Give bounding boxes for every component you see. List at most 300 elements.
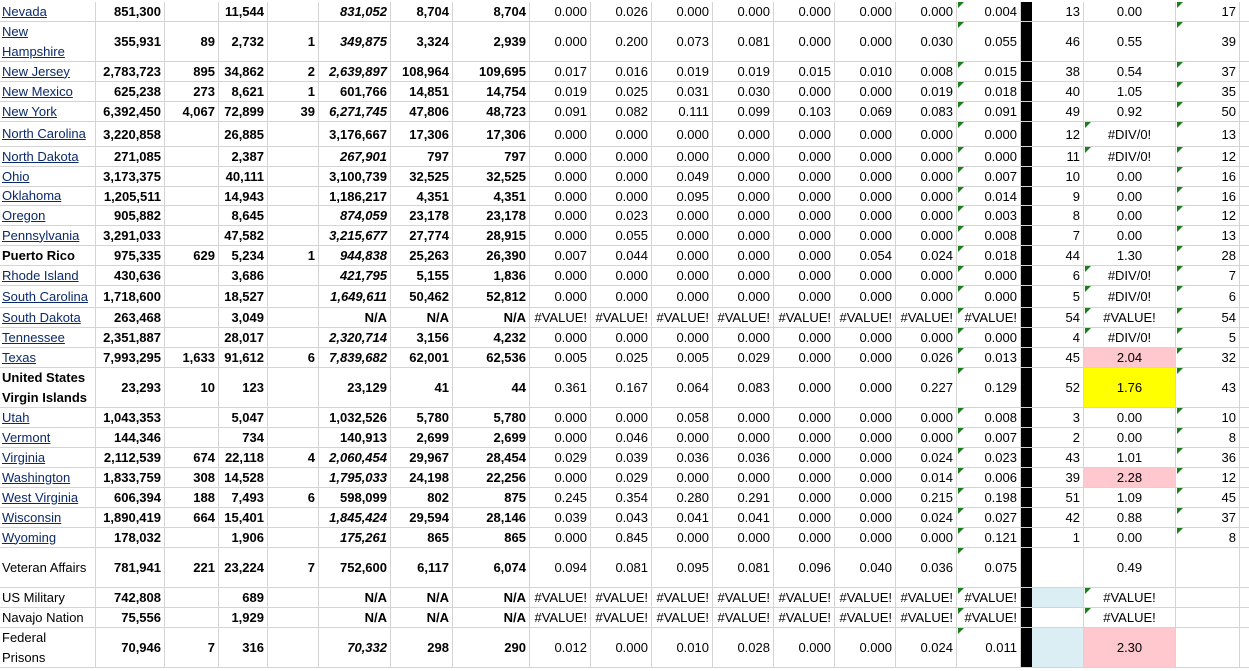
rank-cell[interactable]: 54 (1032, 308, 1084, 327)
ratio-col-1-cell[interactable]: 0.361 (530, 368, 591, 407)
row-name-link[interactable]: New Jersey (2, 63, 70, 79)
ratio-col-6-cell[interactable]: 0.000 (835, 468, 896, 487)
ratio-col-8-cell[interactable]: #VALUE! (957, 608, 1021, 627)
empty-cell[interactable] (1240, 328, 1249, 347)
last-cell[interactable]: 8 (1176, 428, 1240, 447)
row-name-cell[interactable] (0, 187, 96, 205)
col-f-cell[interactable]: 598,099 (319, 488, 391, 507)
col-c-cell[interactable] (165, 266, 219, 285)
ratio-col-2-cell[interactable]: 0.043 (591, 508, 652, 527)
col-g-cell[interactable]: 865 (391, 528, 453, 547)
ratio-col-2-cell[interactable]: 0.000 (591, 328, 652, 347)
col-h-cell[interactable]: 5,780 (453, 408, 530, 427)
row-name-cell[interactable] (0, 328, 96, 347)
col-h-cell[interactable]: 6,074 (453, 548, 530, 587)
ratio-col-2-cell[interactable]: 0.081 (591, 548, 652, 587)
ratio-col-5-cell[interactable]: 0.000 (774, 488, 835, 507)
col-h-cell[interactable]: 8,704 (453, 2, 530, 21)
col-g-cell[interactable]: 3,156 (391, 328, 453, 347)
ratio-col-4-cell[interactable]: 0.029 (713, 348, 774, 367)
col-g-cell[interactable]: 27,774 (391, 226, 453, 245)
row-name-link[interactable]: Ohio (2, 168, 30, 184)
ratio-col-3-cell[interactable]: 0.019 (652, 62, 713, 81)
rank-cell[interactable] (1032, 588, 1084, 607)
ratio-cell[interactable]: #VALUE! (1084, 588, 1176, 607)
population-cell[interactable]: 23,293 (96, 368, 165, 407)
last-cell[interactable] (1176, 548, 1240, 587)
empty-cell[interactable] (1240, 22, 1249, 61)
col-f-cell[interactable]: 601,766 (319, 82, 391, 101)
ratio-col-7-cell[interactable]: #VALUE! (896, 308, 957, 327)
rank-cell[interactable]: 39 (1032, 468, 1084, 487)
ratio-col-5-cell[interactable]: 0.000 (774, 528, 835, 547)
col-g-cell[interactable]: 108,964 (391, 62, 453, 81)
ratio-col-5-cell[interactable]: 0.000 (774, 266, 835, 285)
empty-cell[interactable] (1240, 266, 1249, 285)
ratio-col-8-cell[interactable]: 0.011 (957, 628, 1021, 667)
ratio-col-5-cell[interactable]: 0.000 (774, 348, 835, 367)
ratio-col-2-cell[interactable]: #VALUE! (591, 308, 652, 327)
ratio-col-2-cell[interactable]: 0.055 (591, 226, 652, 245)
col-g-cell[interactable]: 41 (391, 368, 453, 407)
col-h-cell[interactable]: 4,232 (453, 328, 530, 347)
row-name-cell[interactable] (0, 82, 96, 101)
col-d-cell[interactable]: 7,493 (219, 488, 268, 507)
ratio-col-4-cell[interactable]: 0.000 (713, 167, 774, 186)
row-name-cell[interactable] (0, 167, 96, 186)
col-e-cell[interactable] (268, 628, 319, 667)
rank-cell[interactable]: 12 (1032, 122, 1084, 146)
ratio-col-1-cell[interactable]: 0.000 (530, 266, 591, 285)
ratio-col-6-cell[interactable]: #VALUE! (835, 308, 896, 327)
ratio-col-5-cell[interactable]: 0.000 (774, 2, 835, 21)
ratio-col-2-cell[interactable]: 0.000 (591, 147, 652, 166)
last-cell[interactable]: 13 (1176, 122, 1240, 146)
col-c-cell[interactable]: 4,067 (165, 102, 219, 121)
col-e-cell[interactable] (268, 588, 319, 607)
empty-cell[interactable] (1240, 206, 1249, 225)
population-cell[interactable]: 75,556 (96, 608, 165, 627)
col-f-cell[interactable]: 349,875 (319, 22, 391, 61)
row-name-cell[interactable] (0, 368, 96, 407)
ratio-col-6-cell[interactable]: 0.000 (835, 206, 896, 225)
rank-cell[interactable]: 42 (1032, 508, 1084, 527)
ratio-col-4-cell[interactable]: #VALUE! (713, 588, 774, 607)
col-h-cell[interactable]: 48,723 (453, 102, 530, 121)
ratio-col-8-cell[interactable]: 0.003 (957, 206, 1021, 225)
ratio-col-4-cell[interactable]: 0.000 (713, 246, 774, 265)
ratio-col-3-cell[interactable]: 0.000 (652, 286, 713, 307)
ratio-col-8-cell[interactable]: 0.000 (957, 266, 1021, 285)
ratio-col-6-cell[interactable]: 0.000 (835, 122, 896, 146)
row-name-link[interactable]: Tennessee (2, 329, 65, 345)
ratio-col-8-cell[interactable]: 0.008 (957, 226, 1021, 245)
ratio-col-7-cell[interactable]: 0.014 (896, 468, 957, 487)
ratio-col-6-cell[interactable]: #VALUE! (835, 588, 896, 607)
col-g-cell[interactable]: 29,967 (391, 448, 453, 467)
ratio-col-8-cell[interactable]: 0.013 (957, 348, 1021, 367)
ratio-col-3-cell[interactable]: 0.058 (652, 408, 713, 427)
row-name-cell[interactable] (0, 102, 96, 121)
population-cell[interactable]: 975,335 (96, 246, 165, 265)
row-name-link[interactable]: South Dakota (2, 309, 81, 325)
col-d-cell[interactable]: 11,544 (219, 2, 268, 21)
row-name-link[interactable]: Nevada (2, 3, 47, 19)
rank-cell[interactable]: 7 (1032, 226, 1084, 245)
last-cell[interactable]: 45 (1176, 488, 1240, 507)
ratio-col-1-cell[interactable]: 0.000 (530, 206, 591, 225)
ratio-col-7-cell[interactable]: 0.000 (896, 266, 957, 285)
ratio-col-6-cell[interactable]: 0.000 (835, 628, 896, 667)
empty-cell[interactable] (1240, 122, 1249, 146)
row-name-cell[interactable] (0, 226, 96, 245)
rank-cell[interactable]: 44 (1032, 246, 1084, 265)
row-name-link[interactable]: Washington (2, 469, 71, 485)
ratio-col-2-cell[interactable]: 0.000 (591, 167, 652, 186)
col-d-cell[interactable]: 2,387 (219, 147, 268, 166)
col-g-cell[interactable]: 32,525 (391, 167, 453, 186)
ratio-col-7-cell[interactable]: 0.000 (896, 408, 957, 427)
empty-cell[interactable] (1240, 608, 1249, 627)
ratio-col-8-cell[interactable]: 0.006 (957, 468, 1021, 487)
col-h-cell[interactable]: 4,351 (453, 187, 530, 205)
ratio-col-1-cell[interactable]: #VALUE! (530, 608, 591, 627)
col-g-cell[interactable]: 29,594 (391, 508, 453, 527)
row-name-cell[interactable] (0, 348, 96, 367)
col-c-cell[interactable] (165, 167, 219, 186)
ratio-col-5-cell[interactable]: 0.000 (774, 226, 835, 245)
ratio-col-5-cell[interactable]: 0.000 (774, 368, 835, 407)
rank-cell[interactable]: 1 (1032, 528, 1084, 547)
ratio-col-4-cell[interactable]: 0.000 (713, 528, 774, 547)
col-f-cell[interactable]: 831,052 (319, 2, 391, 21)
ratio-col-8-cell[interactable]: 0.008 (957, 408, 1021, 427)
ratio-col-8-cell[interactable]: 0.023 (957, 448, 1021, 467)
ratio-col-5-cell[interactable]: 0.000 (774, 408, 835, 427)
population-cell[interactable]: 1,205,511 (96, 187, 165, 205)
last-cell[interactable]: 16 (1176, 167, 1240, 186)
col-e-cell[interactable]: 1 (268, 22, 319, 61)
ratio-col-7-cell[interactable]: 0.000 (896, 2, 957, 21)
col-c-cell[interactable]: 664 (165, 508, 219, 527)
col-f-cell[interactable]: 6,271,745 (319, 102, 391, 121)
ratio-col-6-cell[interactable]: 0.000 (835, 286, 896, 307)
ratio-cell[interactable]: 0.00 (1084, 428, 1176, 447)
last-cell[interactable] (1176, 608, 1240, 627)
ratio-col-2-cell[interactable]: #VALUE! (591, 608, 652, 627)
ratio-col-3-cell[interactable]: 0.064 (652, 368, 713, 407)
col-e-cell[interactable] (268, 286, 319, 307)
col-h-cell[interactable]: 17,306 (453, 122, 530, 146)
empty-cell[interactable] (1240, 348, 1249, 367)
row-name-link[interactable]: North Carolina (2, 126, 86, 141)
ratio-col-3-cell[interactable]: #VALUE! (652, 608, 713, 627)
col-e-cell[interactable]: 4 (268, 448, 319, 467)
ratio-col-5-cell[interactable]: 0.000 (774, 82, 835, 101)
ratio-col-8-cell[interactable]: 0.121 (957, 528, 1021, 547)
ratio-col-1-cell[interactable]: 0.012 (530, 628, 591, 667)
col-e-cell[interactable] (268, 528, 319, 547)
ratio-col-7-cell[interactable]: 0.008 (896, 62, 957, 81)
ratio-col-7-cell[interactable]: 0.024 (896, 448, 957, 467)
ratio-col-8-cell[interactable]: 0.007 (957, 428, 1021, 447)
row-name-link[interactable]: Vermont (2, 429, 51, 445)
ratio-col-8-cell[interactable]: 0.055 (957, 22, 1021, 61)
ratio-col-2-cell[interactable]: 0.354 (591, 488, 652, 507)
col-d-cell[interactable]: 734 (219, 428, 268, 447)
col-f-cell[interactable]: 7,839,682 (319, 348, 391, 367)
ratio-col-3-cell[interactable]: 0.000 (652, 226, 713, 245)
ratio-col-2-cell[interactable]: 0.025 (591, 348, 652, 367)
ratio-cell[interactable]: 2.04 (1084, 348, 1176, 367)
rank-cell[interactable]: 38 (1032, 62, 1084, 81)
col-e-cell[interactable] (268, 266, 319, 285)
last-cell[interactable] (1176, 588, 1240, 607)
population-cell[interactable]: 851,300 (96, 2, 165, 21)
ratio-col-5-cell[interactable]: 0.000 (774, 468, 835, 487)
ratio-col-8-cell[interactable]: 0.000 (957, 147, 1021, 166)
ratio-col-1-cell[interactable]: 0.000 (530, 22, 591, 61)
last-cell[interactable]: 12 (1176, 206, 1240, 225)
ratio-col-1-cell[interactable]: 0.000 (530, 167, 591, 186)
row-name-link[interactable]: Texas (2, 349, 36, 365)
ratio-col-6-cell[interactable]: 0.000 (835, 22, 896, 61)
col-d-cell[interactable]: 689 (219, 588, 268, 607)
ratio-col-2-cell[interactable]: 0.026 (591, 2, 652, 21)
empty-cell[interactable] (1240, 147, 1249, 166)
population-cell[interactable]: 6,392,450 (96, 102, 165, 121)
row-name-cell[interactable] (0, 448, 96, 467)
col-h-cell[interactable]: 14,754 (453, 82, 530, 101)
population-cell[interactable]: 355,931 (96, 22, 165, 61)
col-g-cell[interactable]: 23,178 (391, 206, 453, 225)
ratio-col-2-cell[interactable]: 0.000 (591, 122, 652, 146)
rank-cell[interactable] (1032, 628, 1084, 667)
ratio-col-1-cell[interactable]: 0.000 (530, 122, 591, 146)
col-h-cell[interactable]: N/A (453, 608, 530, 627)
ratio-col-2-cell[interactable]: 0.029 (591, 468, 652, 487)
col-e-cell[interactable]: 6 (268, 348, 319, 367)
col-d-cell[interactable]: 5,047 (219, 408, 268, 427)
ratio-col-4-cell[interactable]: 0.000 (713, 468, 774, 487)
col-e-cell[interactable] (268, 187, 319, 205)
rank-cell[interactable]: 45 (1032, 348, 1084, 367)
ratio-cell[interactable]: #DIV/0! (1084, 266, 1176, 285)
ratio-col-3-cell[interactable]: 0.000 (652, 2, 713, 21)
ratio-col-3-cell[interactable]: 0.000 (652, 328, 713, 347)
rank-cell[interactable]: 13 (1032, 2, 1084, 21)
row-name-link[interactable]: Wisconsin (2, 509, 62, 525)
ratio-col-2-cell[interactable]: 0.023 (591, 206, 652, 225)
col-h-cell[interactable]: 109,695 (453, 62, 530, 81)
ratio-col-6-cell[interactable]: 0.000 (835, 2, 896, 21)
row-name-cell[interactable] (0, 62, 96, 81)
col-c-cell[interactable] (165, 226, 219, 245)
ratio-cell[interactable]: 1.09 (1084, 488, 1176, 507)
ratio-col-1-cell[interactable]: 0.000 (530, 226, 591, 245)
ratio-col-4-cell[interactable]: 0.083 (713, 368, 774, 407)
col-c-cell[interactable] (165, 2, 219, 21)
ratio-cell[interactable]: 0.92 (1084, 102, 1176, 121)
row-name-cell[interactable] (0, 206, 96, 225)
row-name-link[interactable]: New Hampshire (2, 23, 65, 59)
rank-cell[interactable]: 40 (1032, 82, 1084, 101)
ratio-col-5-cell[interactable]: 0.000 (774, 246, 835, 265)
col-e-cell[interactable] (268, 308, 319, 327)
last-cell[interactable]: 12 (1176, 147, 1240, 166)
col-c-cell[interactable]: 308 (165, 468, 219, 487)
ratio-col-1-cell[interactable]: 0.000 (530, 2, 591, 21)
ratio-col-3-cell[interactable]: 0.000 (652, 147, 713, 166)
col-h-cell[interactable]: 28,915 (453, 226, 530, 245)
ratio-col-1-cell[interactable]: 0.091 (530, 102, 591, 121)
last-cell[interactable]: 6 (1176, 286, 1240, 307)
ratio-col-4-cell[interactable]: #VALUE! (713, 308, 774, 327)
rank-cell[interactable] (1032, 548, 1084, 587)
last-cell[interactable]: 16 (1176, 187, 1240, 205)
ratio-cell[interactable]: #VALUE! (1084, 308, 1176, 327)
ratio-col-6-cell[interactable]: 0.000 (835, 528, 896, 547)
ratio-col-3-cell[interactable]: 0.036 (652, 448, 713, 467)
ratio-col-8-cell[interactable]: 0.198 (957, 488, 1021, 507)
col-e-cell[interactable] (268, 428, 319, 447)
population-cell[interactable]: 1,718,600 (96, 286, 165, 307)
col-e-cell[interactable] (268, 608, 319, 627)
col-g-cell[interactable]: 4,351 (391, 187, 453, 205)
ratio-col-8-cell[interactable]: 0.000 (957, 328, 1021, 347)
ratio-cell[interactable]: #DIV/0! (1084, 328, 1176, 347)
row-name-link[interactable]: Rhode Island (2, 267, 79, 283)
ratio-col-7-cell[interactable]: 0.227 (896, 368, 957, 407)
ratio-col-6-cell[interactable]: 0.000 (835, 328, 896, 347)
col-f-cell[interactable]: 175,261 (319, 528, 391, 547)
col-c-cell[interactable] (165, 428, 219, 447)
ratio-col-4-cell[interactable]: 0.028 (713, 628, 774, 667)
ratio-cell[interactable]: 0.00 (1084, 206, 1176, 225)
empty-cell[interactable] (1240, 187, 1249, 205)
col-c-cell[interactable] (165, 206, 219, 225)
row-name-cell[interactable] (0, 147, 96, 166)
ratio-col-2-cell[interactable]: 0.000 (591, 628, 652, 667)
last-cell[interactable] (1176, 628, 1240, 667)
col-e-cell[interactable] (268, 468, 319, 487)
ratio-col-4-cell[interactable]: #VALUE! (713, 608, 774, 627)
col-d-cell[interactable]: 15,401 (219, 508, 268, 527)
ratio-cell[interactable]: #DIV/0! (1084, 286, 1176, 307)
col-e-cell[interactable] (268, 167, 319, 186)
rank-cell[interactable]: 2 (1032, 428, 1084, 447)
ratio-col-3-cell[interactable]: 0.041 (652, 508, 713, 527)
ratio-col-4-cell[interactable]: 0.030 (713, 82, 774, 101)
ratio-col-5-cell[interactable]: 0.000 (774, 628, 835, 667)
last-cell[interactable]: 17 (1176, 2, 1240, 21)
row-name-link[interactable]: Utah (2, 409, 30, 425)
empty-cell[interactable] (1240, 528, 1249, 547)
population-cell[interactable]: 742,808 (96, 588, 165, 607)
ratio-col-5-cell[interactable]: 0.000 (774, 22, 835, 61)
ratio-col-4-cell[interactable]: 0.000 (713, 206, 774, 225)
rank-cell[interactable]: 43 (1032, 448, 1084, 467)
ratio-col-2-cell[interactable]: 0.000 (591, 187, 652, 205)
rank-cell[interactable]: 51 (1032, 488, 1084, 507)
ratio-col-3-cell[interactable]: 0.049 (652, 167, 713, 186)
col-f-cell[interactable]: 267,901 (319, 147, 391, 166)
col-d-cell[interactable]: 26,885 (219, 122, 268, 146)
population-cell[interactable]: 144,346 (96, 428, 165, 447)
col-g-cell[interactable]: 298 (391, 628, 453, 667)
col-f-cell[interactable]: 421,795 (319, 266, 391, 285)
col-g-cell[interactable]: 802 (391, 488, 453, 507)
last-cell[interactable]: 8 (1176, 528, 1240, 547)
ratio-col-4-cell[interactable]: 0.019 (713, 62, 774, 81)
ratio-col-4-cell[interactable]: 0.291 (713, 488, 774, 507)
empty-cell[interactable] (1240, 62, 1249, 81)
row-name-cell[interactable] (0, 428, 96, 447)
ratio-col-7-cell[interactable]: 0.024 (896, 246, 957, 265)
col-d-cell[interactable]: 18,527 (219, 286, 268, 307)
col-c-cell[interactable] (165, 122, 219, 146)
ratio-cell[interactable]: 0.00 (1084, 226, 1176, 245)
last-cell[interactable]: 35 (1176, 82, 1240, 101)
col-c-cell[interactable] (165, 286, 219, 307)
col-c-cell[interactable]: 10 (165, 368, 219, 407)
col-c-cell[interactable]: 1,633 (165, 348, 219, 367)
col-c-cell[interactable]: 895 (165, 62, 219, 81)
col-c-cell[interactable]: 273 (165, 82, 219, 101)
population-cell[interactable]: 2,351,887 (96, 328, 165, 347)
col-c-cell[interactable]: 89 (165, 22, 219, 61)
population-cell[interactable]: 2,112,539 (96, 448, 165, 467)
col-d-cell[interactable]: 3,686 (219, 266, 268, 285)
col-f-cell[interactable]: 70,332 (319, 628, 391, 667)
row-name-cell[interactable] (0, 588, 96, 607)
last-cell[interactable]: 32 (1176, 348, 1240, 367)
ratio-cell[interactable]: 2.30 (1084, 628, 1176, 667)
empty-cell[interactable] (1240, 428, 1249, 447)
empty-cell[interactable] (1240, 2, 1249, 21)
ratio-col-1-cell[interactable]: 0.000 (530, 528, 591, 547)
col-d-cell[interactable]: 5,234 (219, 246, 268, 265)
col-c-cell[interactable]: 674 (165, 448, 219, 467)
col-d-cell[interactable]: 8,645 (219, 206, 268, 225)
col-g-cell[interactable]: 62,001 (391, 348, 453, 367)
ratio-col-5-cell[interactable]: 0.000 (774, 187, 835, 205)
population-cell[interactable]: 905,882 (96, 206, 165, 225)
col-f-cell[interactable]: 2,320,714 (319, 328, 391, 347)
col-d-cell[interactable]: 1,929 (219, 608, 268, 627)
col-f-cell[interactable]: 2,060,454 (319, 448, 391, 467)
col-e-cell[interactable] (268, 147, 319, 166)
population-cell[interactable]: 1,890,419 (96, 508, 165, 527)
empty-cell[interactable] (1240, 508, 1249, 527)
col-d-cell[interactable]: 28,017 (219, 328, 268, 347)
ratio-col-1-cell[interactable]: 0.000 (530, 286, 591, 307)
row-name-link[interactable]: Wyoming (2, 529, 57, 545)
ratio-col-4-cell[interactable]: 0.000 (713, 428, 774, 447)
row-name-link[interactable]: Oklahoma (2, 188, 62, 203)
ratio-col-4-cell[interactable]: 0.000 (713, 226, 774, 245)
row-name-cell[interactable] (0, 528, 96, 547)
col-e-cell[interactable]: 7 (268, 548, 319, 587)
ratio-cell[interactable]: 0.00 (1084, 187, 1176, 205)
ratio-col-1-cell[interactable]: 0.000 (530, 328, 591, 347)
ratio-cell[interactable]: 0.55 (1084, 22, 1176, 61)
ratio-col-2-cell[interactable]: 0.016 (591, 62, 652, 81)
last-cell[interactable]: 28 (1176, 246, 1240, 265)
ratio-col-7-cell[interactable]: 0.026 (896, 348, 957, 367)
rank-cell[interactable]: 6 (1032, 266, 1084, 285)
empty-cell[interactable] (1240, 408, 1249, 427)
